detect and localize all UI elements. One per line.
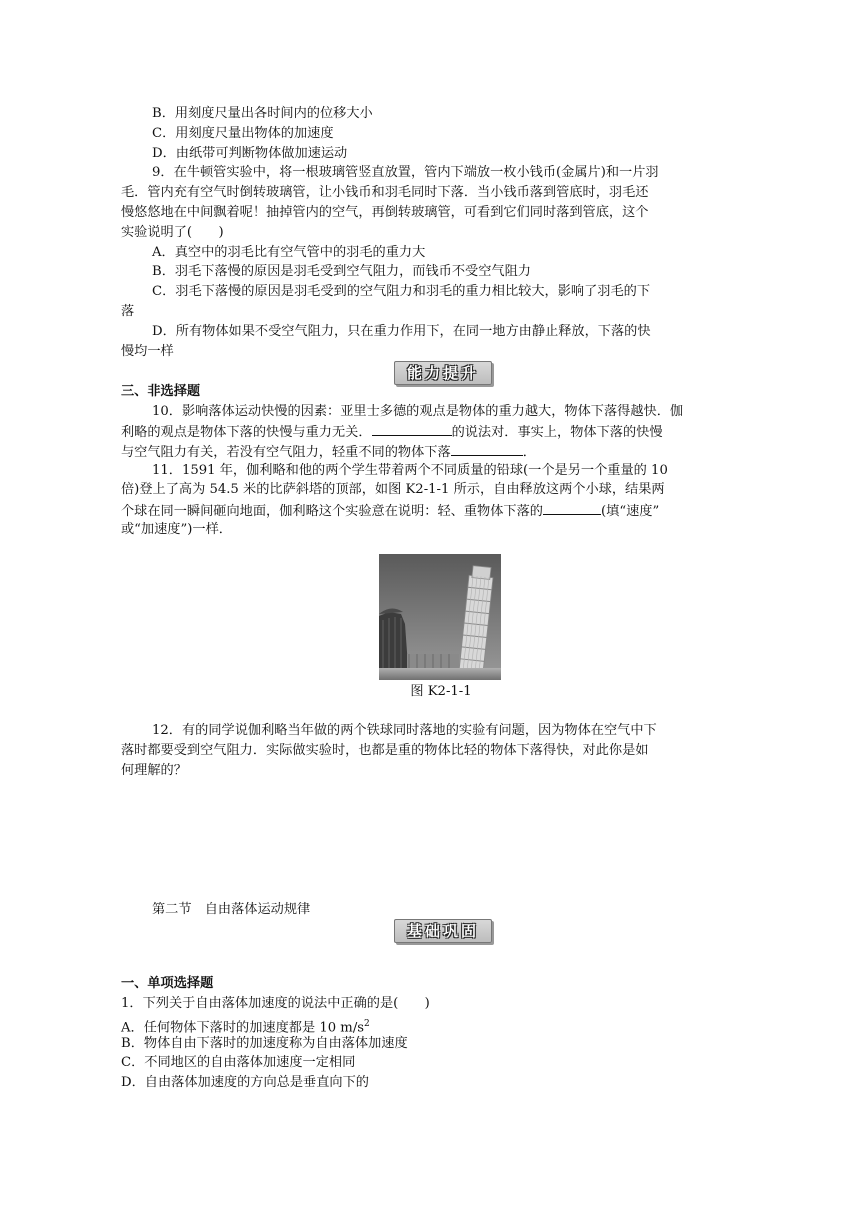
q10-line-2-text-b: 的说法对．事实上，物体下落的快慢 (451, 425, 663, 440)
q10-line-2 (121, 422, 663, 442)
q9-option-c-line-1: C．羽毛下落慢的原因是羽毛受到的空气阻力和羽毛的重力相比较大，影响了羽毛的下 (152, 284, 651, 299)
q11-line-4: 或“加速度”)一样． (121, 522, 232, 537)
q9-option-c-line-2: 落 (121, 304, 135, 319)
q8-option-d: D．由纸带可判断物体做加速运动 (152, 146, 348, 161)
section-2-heading: 第二节 自由落体运动规律 (152, 902, 311, 917)
q1-option-d: D．自由落体加速度的方向总是垂直向下的 (121, 1075, 369, 1090)
q1-option-a-superscript: 2 (364, 1019, 370, 1029)
q11-line-3-text-b: (填“速度” (601, 504, 660, 519)
q1-stem: 1．下列关于自由落体加速度的说法中正确的是( ) (121, 996, 430, 1011)
q11-line-3-text-a: 个球在同一瞬间砸向地面，伽利略这个实验意在说明：轻、重物体下落的 (121, 504, 543, 519)
q1-option-c: C．不同地区的自由落体加速度一定相同 (121, 1055, 356, 1070)
ability-banner (394, 361, 492, 385)
q9-option-d-line-2: 慢均一样 (121, 344, 174, 359)
q9-option-d-line-1: D．所有物体如果不受空气阻力，只在重力作用下，在同一地方由静止释放，下落的快 (152, 324, 651, 339)
q9-stem-line-1: 9．在牛顿管实验中，将一根玻璃管竖直放置，管内下端放一枚小钱币(金属片)和一片羽 (152, 165, 659, 180)
q11-blank[interactable] (543, 501, 601, 515)
q11-line-2: 倍)登上了高为 54.5 米的比萨斜塔的顶部，如图 K2-1-1 所示，自由释放这两个小球，结果两 (121, 482, 665, 497)
basic-banner-label: 基础巩固 (406, 922, 479, 940)
q8-option-b: B．用刻度尺量出各时间内的位移大小 (152, 106, 373, 121)
q9-option-a: A．真空中的羽毛比有空气管中的羽毛的重力大 (152, 245, 426, 260)
q9-option-b: B．羽毛下落慢的原因是羽毛受到空气阻力，而钱币不受空气阻力 (152, 264, 531, 279)
q10-line-3-text-a: 与空气阻力有关，若没有空气阻力，轻重不同的物体下落 (121, 445, 451, 460)
q12-line-1: 12．有的同学说伽利略当年做的两个铁球同时落地的实验有问题，因为物体在空气中下 (152, 723, 657, 738)
leaning-tower-photo (379, 554, 501, 680)
q8-option-c: C．用刻度尺量出物体的加速度 (152, 126, 334, 141)
ability-banner-label: 能力提升 (406, 364, 479, 382)
q10-blank-2[interactable] (451, 442, 523, 456)
q10-line-3-text-b: ． (522, 445, 536, 460)
basic-banner (394, 919, 492, 943)
q1-option-b: B．物体自由下落时的加速度称为自由落体加速度 (121, 1036, 408, 1051)
q9-stem-line-3: 慢悠悠地在中间飘着呢！抽掉管内的空气，再倒转玻璃管，可看到它们同时落到管底，这个 (121, 205, 649, 220)
q12-line-2: 落时都要受到空气阻力．实际做实验时，也都是重的物体比轻的物体下落得快，对此你是如 (121, 743, 649, 758)
figure-caption: 图 K2-1-1 (410, 684, 472, 699)
q11-line-3 (121, 501, 659, 521)
section-1-title: 一、单项选择题 (121, 976, 214, 991)
q10-blank-1[interactable] (372, 422, 452, 436)
q1-option-a-text: A．任何物体下落时的加速度都是 10 m/s (121, 1020, 365, 1036)
q9-stem-line-2: 毛．管内充有空气时倒转玻璃管，让小钱币和羽毛同时下落．当小钱币落到管底时，羽毛还 (121, 185, 649, 200)
q10-line-2-text-a: 利略的观点是物体下落的快慢与重力无关． (121, 425, 372, 440)
q12-line-3: 何理解的？ (121, 763, 187, 778)
section-3-title: 三、非选择题 (121, 384, 201, 399)
q11-line-1: 11．1591 年，伽利略和他的两个学生带着两个不同质量的铅球(一个是另一个重量的 10 (152, 463, 668, 478)
q10-line-1: 10．影响落体运动快慢的因素：亚里士多德的观点是物体的重力越大，物体下落得越快．伽 (152, 404, 684, 419)
q9-stem-line-4: 实验说明了( ) (121, 225, 224, 240)
q10-line-3 (121, 442, 536, 462)
